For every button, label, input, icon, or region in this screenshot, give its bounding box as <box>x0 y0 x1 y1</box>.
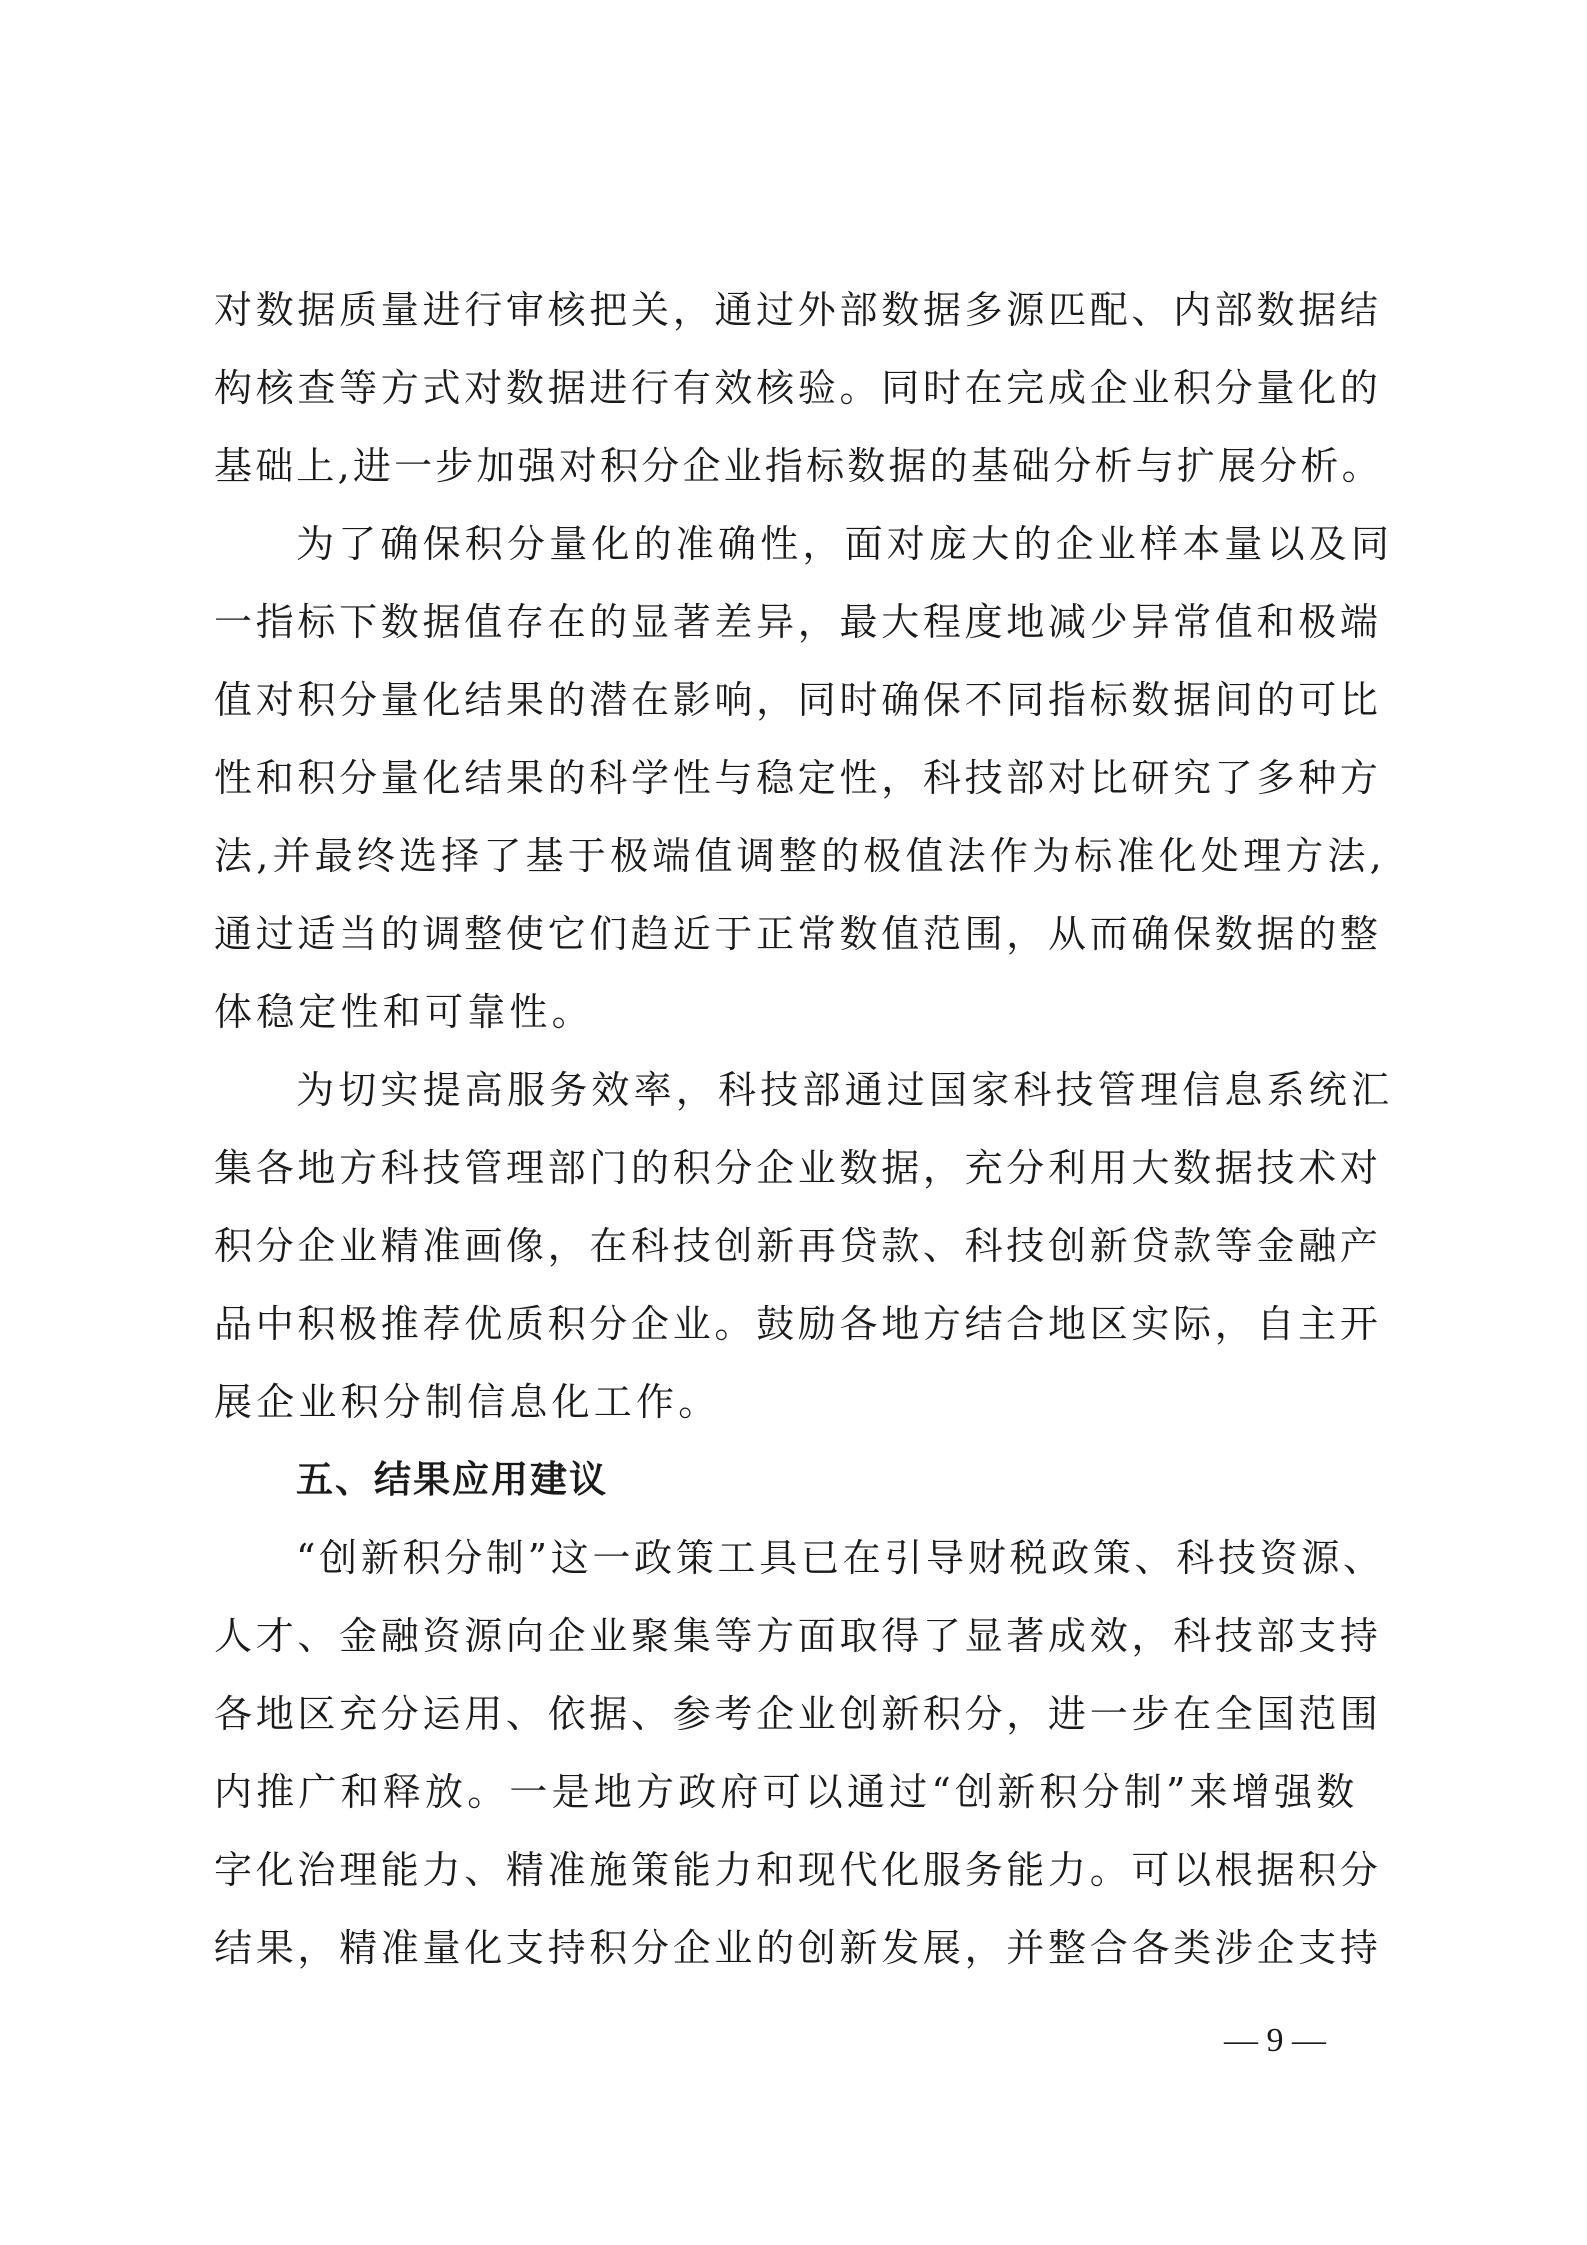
body-text-line: 各地区充分运用、依据、参考企业创新积分，进一步在全国范围 <box>214 1692 1382 1736</box>
paragraph-first-line: 为了确保积分量化的准确性，面对庞大的企业样本量以及同 <box>296 522 1394 566</box>
body-text-line: 品中积极推荐优质积分企业。鼓励各地方结合地区实际，自主开 <box>214 1302 1382 1346</box>
body-text-line: 展企业积分制信息化工作。 <box>214 1380 721 1424</box>
body-text-line: 基础上,进一步加强对积分企业指标数据的基础分析与扩展分析。 <box>214 444 1383 488</box>
body-text-line: 一指标下数据值存在的显著差异，最大程度地减少异常值和极端 <box>214 600 1382 644</box>
body-text-line: 字化治理能力、精准施策能力和现代化服务能力。可以根据积分 <box>214 1848 1382 1892</box>
body-text-line: 内推广和释放。一是地方政府可以通过“创新积分制”来增强数 <box>214 1770 1359 1814</box>
body-text-line: 法,并最终选择了基于极端值调整的极值法作为标准化处理方法, <box>214 834 1386 878</box>
body-text-line: 人才、金融资源向企业聚集等方面取得了显著成效，科技部支持 <box>214 1614 1382 1658</box>
page-number: — 9 — <box>1224 2022 1326 2059</box>
body-text-line: 值对积分量化结果的潜在影响，同时确保不同指标数据间的可比 <box>214 678 1382 722</box>
body-text-line: 通过适当的调整使它们趋近于正常数值范围，从而确保数据的整 <box>214 912 1382 956</box>
body-text-line: 体稳定性和可靠性。 <box>214 990 594 1034</box>
body-text-line: 对数据质量进行审核把关，通过外部数据多源匹配、内部数据结 <box>214 288 1382 332</box>
paragraph-first-line: “创新积分制”这一政策工具已在引导财税政策、科技资源、 <box>296 1536 1385 1580</box>
body-text-line: 性和积分量化结果的科学性与稳定性，科技部对比研究了多种方 <box>214 756 1382 800</box>
body-text-line: 积分企业精准画像，在科技创新再贷款、科技创新贷款等金融产 <box>214 1224 1382 1268</box>
section-heading: 五、结果应用建议 <box>296 1458 608 1501</box>
paragraph-first-line: 为切实提高服务效率，科技部通过国家科技管理信息系统汇 <box>296 1068 1394 1112</box>
body-text-line: 构核查等方式对数据进行有效核验。同时在完成企业积分量化的 <box>214 366 1382 410</box>
body-text-line: 集各地方科技管理部门的积分企业数据，充分利用大数据技术对 <box>214 1146 1382 1190</box>
body-text-line: 结果，精准量化支持积分企业的创新发展，并整合各类涉企支持 <box>214 1926 1382 1970</box>
